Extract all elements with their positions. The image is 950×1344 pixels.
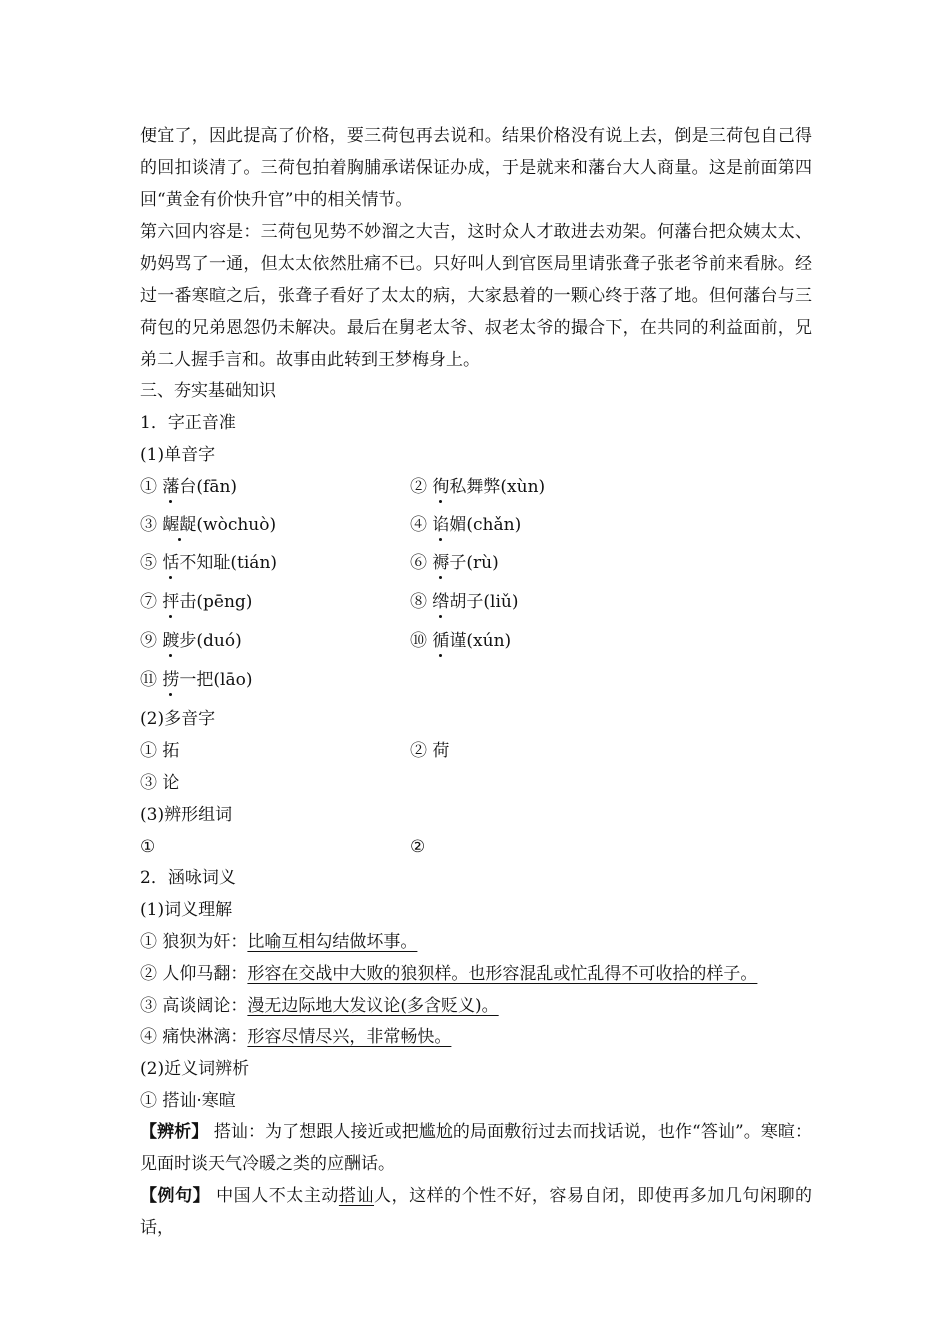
single-item: ② 徇私舞弊(xùn)	[410, 477, 546, 497]
meaning-item: ④ 痛快淋漓：形容尽情尽兴，非常畅快。	[140, 1027, 452, 1047]
single-item: ⑥ 褥子(rù)	[410, 553, 499, 573]
single-item: ③ 龌龊(wòchuò)	[140, 515, 277, 535]
answer-text: 漫无边际地大发议论(多含贬义)。	[247, 996, 499, 1016]
answer-text: 形容在交战中大败的狼狈样。也形容混乱或忙乱得不可收拾的样子。	[247, 964, 758, 984]
single-item: ⑦ 抨击(pēng)	[140, 592, 253, 612]
multi-item: ① 拓	[140, 741, 180, 761]
single-char-heading: (1)单音字	[140, 445, 216, 465]
chapter6-paragraph: 第六回内容是：三荷包见势不妙溜之大吉，这时众人才敢进去劝架。何藩台把众姨太太、奶妈骂了一通，但太太依然肚痛不已。只好叫人到官医局里请张聋子张老爷前来看脉。经过一番寒暄之后，张聋子看好了太太的病，大家悬着的一颗心终于落了地。但何藩台与三荷包的兄弟恩怨仍未解决。最后在舅老太爷、叔老太爷的撮合下，在共同的利益面前，兄弟二人握手言和。故事由此转到王梦梅身上。	[140, 222, 812, 370]
multi-char-heading: (2)多音字	[140, 709, 216, 729]
single-item: ⑧ 绺胡子(liǔ)	[410, 592, 519, 612]
synonym-heading: (2)近义词辨析	[140, 1059, 250, 1079]
shape-item: ①	[140, 837, 156, 857]
meaning-item: ① 狼狈为奸：比喻互相勾结做坏事。	[140, 932, 418, 952]
item2-heading: 2．涵咏词义	[140, 868, 236, 888]
single-item: ⑩ 循谨(xún)	[410, 631, 512, 651]
intro-paragraph: 便宜了，因此提高了价格，要三荷包再去说和。结果价格没有说上去，倒是三荷包自己得的回扣谈清了。三荷包拍着胸脯承诺保证办成，于是就来和藩台大人商量。这是前面第四回“黄金有价快升官”中的相关情节。	[140, 126, 812, 210]
single-item: ⑪ 捞一把(lāo)	[140, 670, 253, 690]
section3-heading: 三、夯实基础知识	[140, 381, 276, 401]
shape-item: ②	[410, 837, 426, 857]
example-tag: 【例句】	[140, 1186, 211, 1206]
item1-heading: 1．字正音准	[140, 413, 236, 433]
analysis-tag: 【辨析】	[140, 1122, 209, 1142]
analysis-block: 【辨析】 搭讪：为了想跟人接近或把尴尬的局面敷衍过去而找话说，也作“答讪”。寒暄：见面时谈天气冷暖之类的应酬话。	[140, 1122, 812, 1174]
multi-item: ③ 论	[140, 773, 180, 793]
meaning-item: ② 人仰马翻：形容在交战中大败的狼狈样。也形容混乱或忙乱得不可收拾的样子。	[140, 964, 758, 984]
example-block: 【例句】 中国人不太主动搭讪人，这样的个性不好，容易自闭，即使再多加几句闲聊的话，	[140, 1186, 813, 1238]
shape-heading: (3)辨形组词	[140, 805, 233, 825]
multi-item: ② 荷	[410, 741, 450, 761]
answer-text: 形容尽情尽兴，非常畅快。	[247, 1027, 452, 1047]
single-item: ⑨ 踱步(duó)	[140, 631, 242, 651]
single-item: ④ 谄媚(chǎn)	[410, 515, 522, 535]
answer-text: 比喻互相勾结做坏事。	[247, 932, 418, 952]
meaning-heading: (1)词义理解	[140, 900, 233, 920]
meaning-item: ③ 高谈阔论：漫无边际地大发议论(多含贬义)。	[140, 996, 499, 1016]
single-item: ① 藩台(fān)	[140, 477, 238, 497]
single-item: ⑤ 恬不知耻(tián)	[140, 553, 278, 573]
synonym-pair: ① 搭讪·寒暄	[140, 1091, 236, 1111]
